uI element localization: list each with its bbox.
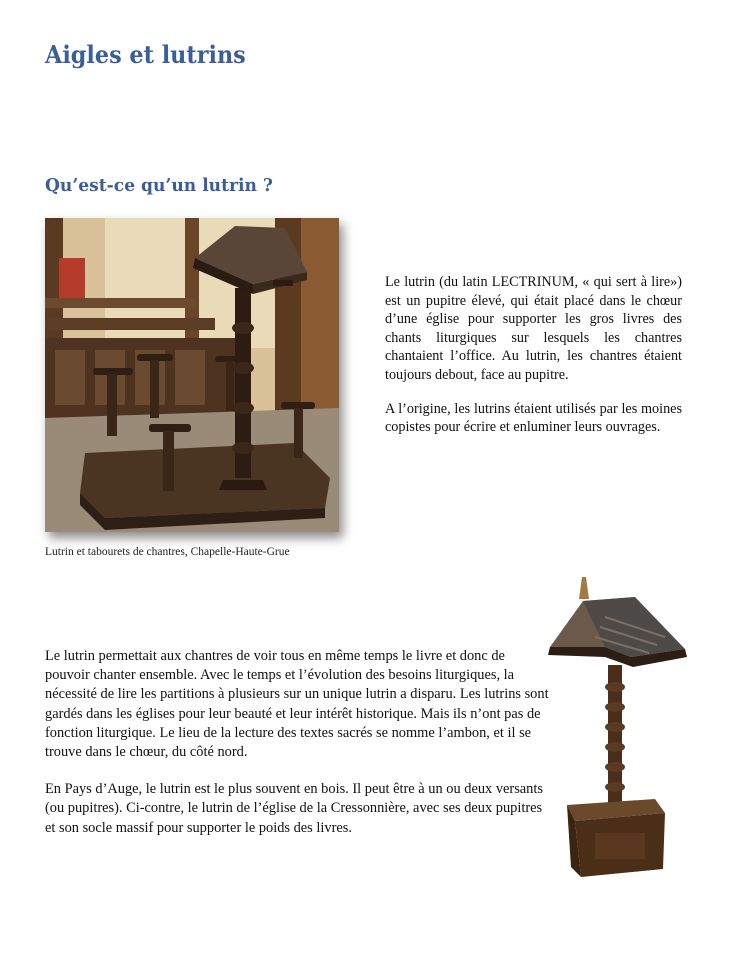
body-paragraph: Le lutrin permettait aux chantres de voir tous en même temps le livre et donc de pouvoir chanter ensemble. Avec le temps et l’évolution des besoins liturgiques, la nécessité de lire les partitions à plusieurs sur un unique lutrin a disparu. Les lutrins sont gardés dans les églises pour leur beauté et leur intérêt historique. Mais ils n’ont pas de fonction liturgique. Le lieu de la lecture des textes sacrés se nomme l’ambon, et il se trouve dans le chœur, du côté nord. <box>45 648 549 761</box>
page-title: Aigles et lutrins <box>45 40 246 69</box>
section-title: Qu’est-ce qu’un lutrin ? <box>45 175 273 196</box>
intro-paragraph: A l’origine, les lutrins étaient utilisés par les moines copistes pour écrire et enluminer leurs ouvrages. <box>385 400 682 436</box>
intro-paragraph: Le lutrin (du latin LECTRINUM, « qui sert à lire») est un pupitre élevé, qui était placé dans le chœur d’une église pour supporter les gros livres des chants liturgiques sur lesquels les chantres chantaient l’office. Au lutrin, les chantres étaient toujours debout, face au pupitre. <box>385 274 682 383</box>
body-text <box>45 647 550 856</box>
intro-text <box>385 273 682 452</box>
photo-caption: Lutrin et tabourets de chantres, Chapelle-Haute-Grue <box>45 546 290 558</box>
lectern-cressonniere-photo <box>545 577 695 877</box>
lectern-chapel-photo <box>45 218 339 532</box>
body-paragraph: En Pays d’Auge, le lutrin est le plus souvent en bois. Il peut être à un ou deux versants (ou pupitres). Ci-contre, le lutrin de l’église de la Cressonnière, avec ses deux pupitres et son socle massif pour supporter le poids des livres. <box>45 781 543 836</box>
